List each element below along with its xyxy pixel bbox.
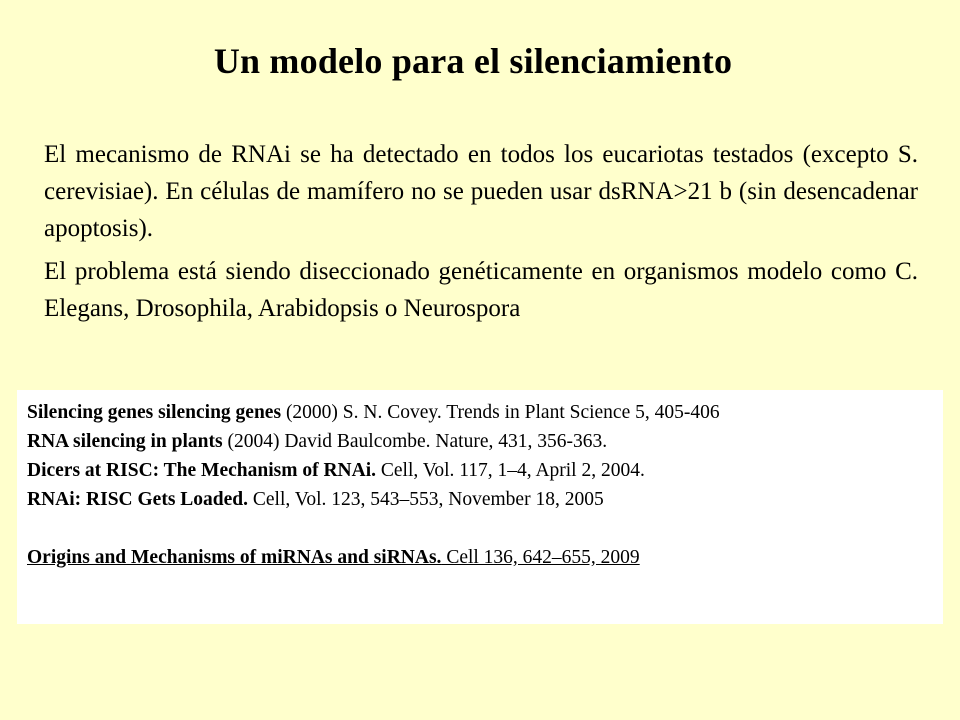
paragraph-rnai-mechanism: El mecanismo de RNAi se ha detectado en todos los eucariotas testados (excepto S. cerevisiae). En células de mamífero no se pueden usar dsRNA>21 b (sin desencadenar apoptosis). xyxy=(44,141,918,242)
reference-item xyxy=(27,427,933,456)
reference-details: Cell 136, 642–655, 2009 xyxy=(441,547,640,568)
reference-title: Origins and Mechanisms of miRNAs and siRNAs. xyxy=(27,547,442,568)
reference-details: (2000) S. N. Covey. Trends in Plant Science 5, 405-406 xyxy=(281,402,720,423)
reference-title: RNA silencing in plants xyxy=(27,431,223,452)
body-text xyxy=(44,136,918,327)
reference-title: Dicers at RISC: The Mechanism of RNAi. xyxy=(27,460,376,481)
reference-item xyxy=(27,485,933,514)
paragraph-genetic-dissection: El problema está siendo diseccionado genéticamente en organismos modelo como C. Elegans, Drosophila, Arabidopsis o Neurospora xyxy=(44,258,918,322)
reference-item xyxy=(27,398,933,427)
reference-item xyxy=(27,456,933,485)
reference-title: Silencing genes silencing genes xyxy=(27,402,282,423)
reference-details: Cell, Vol. 117, 1–4, April 2, 2004. xyxy=(375,460,645,481)
references-box xyxy=(17,390,943,624)
reference-details: (2004) David Baulcombe. Nature, 431, 356-363. xyxy=(222,431,608,452)
reference-spacer xyxy=(27,514,933,543)
slide-title: Un modelo para el silenciamiento xyxy=(213,41,733,81)
reference-title: RNAi: RISC Gets Loaded. xyxy=(27,489,249,510)
reference-details: Cell, Vol. 123, 543–553, November 18, 2005 xyxy=(248,489,604,510)
reference-link[interactable] xyxy=(27,543,933,572)
